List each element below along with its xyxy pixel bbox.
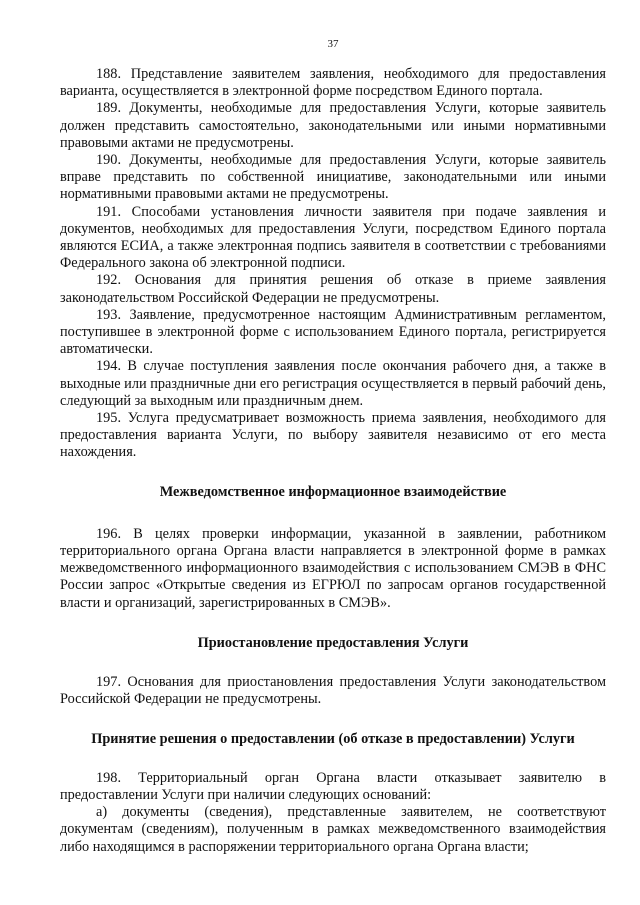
paragraph-190: 190. Документы, необходимые для предоставления Услуги, которые заявитель вправе представить по собственной инициативе, законодательными или иными нормативными правовыми актами не предусмотрены. [60,152,606,203]
paragraph-197: 197. Основания для приостановления предоставления Услуги законодательством Российской Федерации не предусмотрены. [60,674,606,708]
paragraph-193: 193. Заявление, предусмотренное настоящим Административным регламентом, поступившее в электронной форме с использованием Единого портала, регистрируется автоматически. [60,306,606,358]
paragraph-189: 189. Документы, необходимые для предоставления Услуги, которые заявитель должен представить самостоятельно, законодательными или иными нормативными правовыми актами не предусмотрены. [60,100,606,151]
heading-suspension: Приостановление предоставления Услуги [197,634,469,651]
paragraph-194: 194. В случае поступления заявления после окончания рабочего дня, а также в выходные или праздничные дни его регистрация осуществляется в первый рабочий день, следующий за выходным или праздничным днем. [60,358,606,409]
paragraph-198: 198. Территориальный орган Органа власти отказывает заявителю в предоставлении Услуги при наличии следующих оснований: [60,769,606,803]
paragraph-188: 188. Представление заявителем заявления, необходимого для предоставления варианта, осуществляется в электронной форме посредством Единого портала. [60,66,606,100]
list-item-a: а) документы (сведения), представленные заявителем, не соответствуют документам (сведениям), полученным в рамках межведомственного взаимодействия либо находящимся в распоряжении территориального органа Органа власти; [60,804,606,855]
paragraph-191: 191. Способами установления личности заявителя при подаче заявления и документов, необходимых для предоставления Услуги, посредством Единого портала являются ЕСИА, а также электронная подпись заявителя в соответствии с требованиями Федерального закона об электронной подписи. [60,203,606,272]
page-number: 37 [327,38,339,50]
paragraph-192: 192. Основания для принятия решения об отказе в приеме заявления законодательством Российской Федерации не предусмотрены. [60,272,606,306]
heading-interagency: Межведомственное информационное взаимодействие [159,483,507,500]
heading-decision: Принятие решения о предоставлении (об отказе в предоставлении) Услуги [91,730,575,747]
paragraph-196: 196. В целях проверки информации, указанной в заявлении, работником территориального органа Органа власти направляется в электронной форме в рамках межведомственного информационного взаимодействия с использованием СМЭВ в ФНС России запрос «Открытые сведения из ЕГРЮЛ по запросам органов государственной власти и организаций, зарегистрированных в СМЭВ». [60,525,606,611]
paragraph-195: 195. Услуга предусматривает возможность приема заявления, необходимого для предоставления варианта Услуги, по выбору заявителя независимо от его места нахождения. [60,410,606,461]
